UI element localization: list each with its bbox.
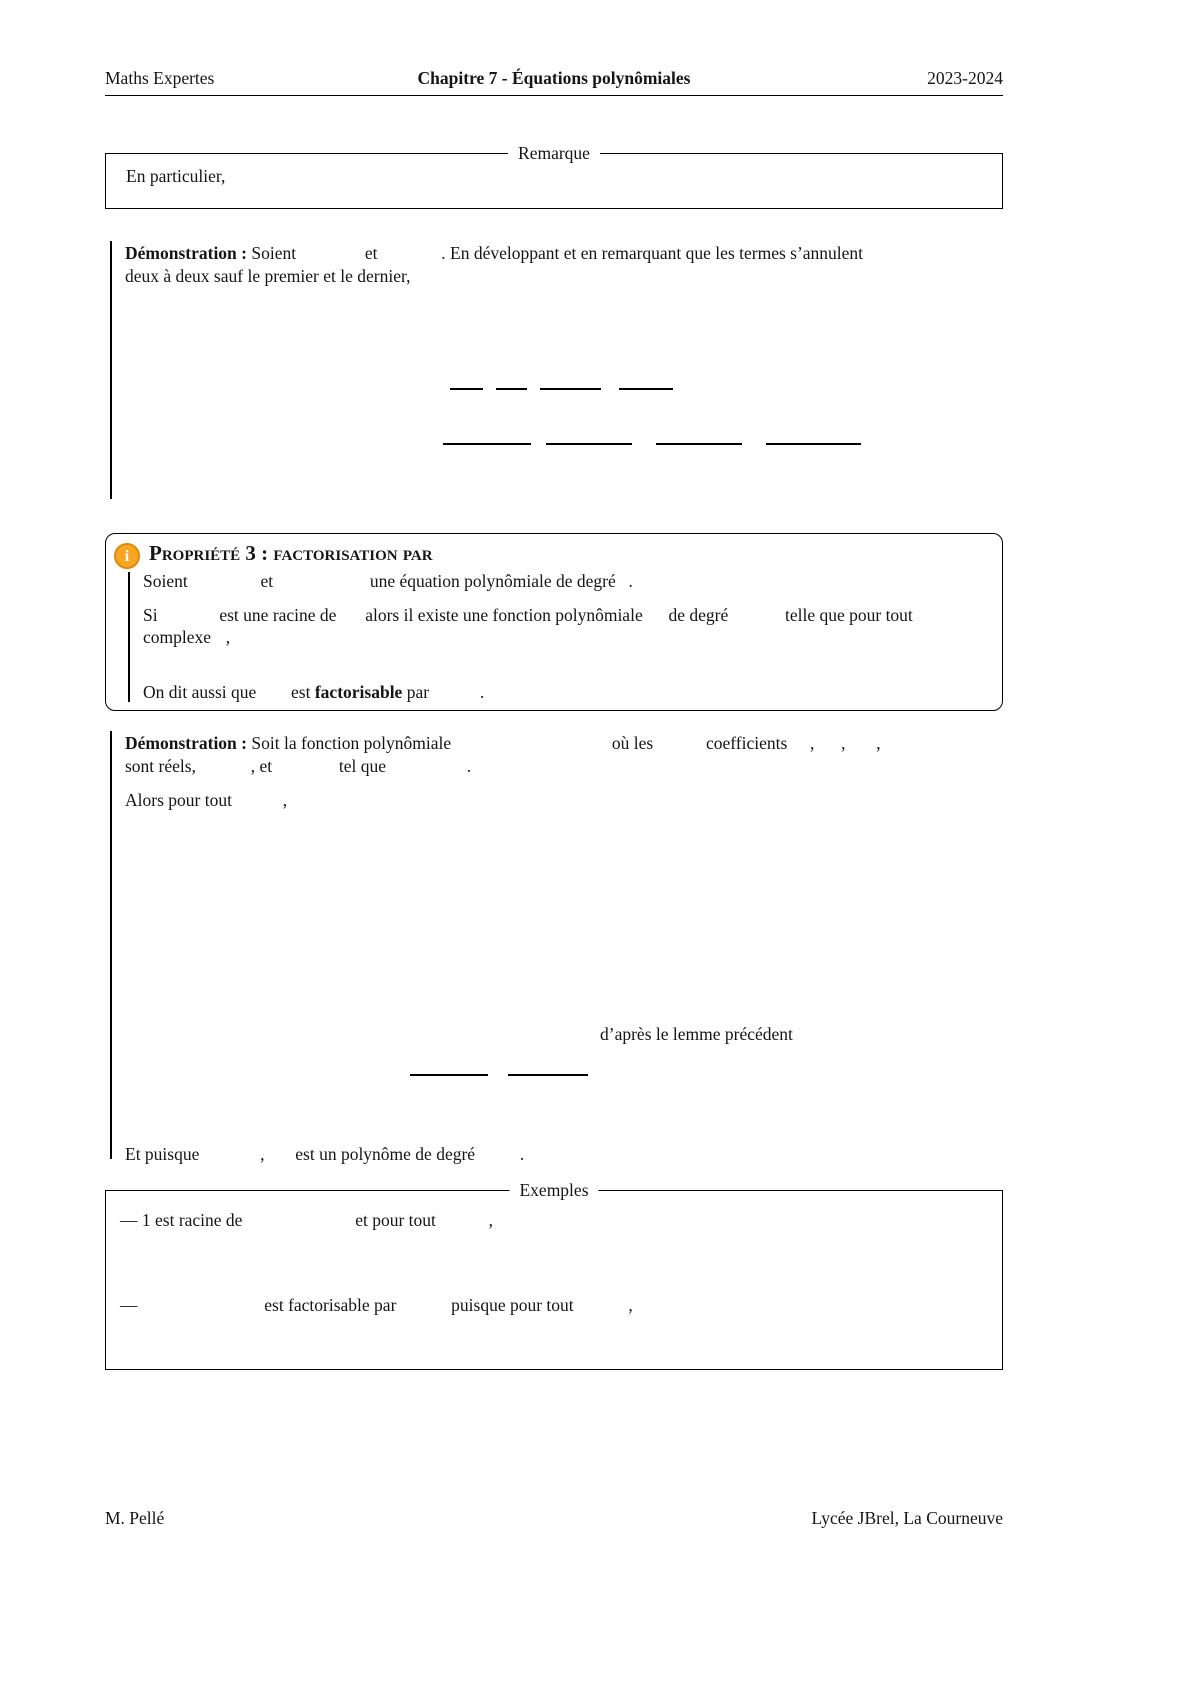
propriete-text: telle que pour tout	[784, 605, 913, 625]
demo1-text-1: Soient	[251, 243, 297, 263]
propriete-text: complexe	[143, 627, 212, 647]
demo2-text: Et puisque	[125, 1144, 200, 1164]
propriete-text: est	[291, 682, 311, 702]
exemple-text: et pour tout	[355, 1210, 436, 1230]
propriete-line4	[143, 682, 484, 703]
demo2-lemma-note: d’après le lemme précédent	[600, 1024, 793, 1044]
fraction-bar	[508, 1074, 588, 1076]
demo2-line4	[125, 1144, 524, 1165]
exemples-box	[105, 1180, 1003, 1370]
fraction-bar	[619, 388, 673, 390]
propriete-text-bold: factorisable	[314, 682, 403, 702]
demo1-line1	[125, 243, 863, 264]
footer-school: Lycée JBrel, La Courneuve	[811, 1508, 1003, 1528]
remarque-box	[105, 143, 1003, 209]
exemple-text: puisque pour tout	[451, 1295, 574, 1315]
propriete-line3	[143, 627, 230, 648]
propriete-text: est une racine de	[219, 605, 337, 625]
header-left: Maths Expertes	[105, 68, 215, 88]
fraction-bar	[656, 443, 742, 445]
demo2-text: ,	[282, 790, 288, 810]
demo2-text: ,	[260, 1144, 265, 1164]
bullet-dash: —	[120, 1295, 138, 1315]
propriete-text: par	[406, 682, 430, 702]
exemples-item-2	[120, 1295, 633, 1316]
remarque-text: En particulier,	[126, 166, 226, 186]
header-rule	[105, 95, 1003, 96]
fraction-bar	[540, 388, 601, 390]
demo2-line2	[125, 756, 471, 777]
demo2-text: .	[519, 1144, 525, 1164]
demo1-label: Démonstration :	[125, 243, 247, 263]
demo1-text-2: et	[364, 243, 378, 263]
remarque-box-title: Remarque	[508, 143, 600, 164]
header-title: Chapitre 7 - Équations polynômiales	[417, 68, 691, 88]
exemple-text: ,	[628, 1295, 633, 1315]
exemples-box-title: Exemples	[509, 1180, 598, 1201]
demo2-text: coefficients	[705, 733, 788, 753]
demo2-text: ,	[876, 733, 881, 753]
propriete-title: Propriété 3 : factorisation par	[149, 541, 433, 565]
propriete-text: ,	[225, 627, 231, 647]
exemple-text: ,	[488, 1210, 494, 1230]
propriete-line2	[143, 605, 913, 626]
header-right-date: 2023-2024	[927, 68, 1003, 88]
fraction-bar	[766, 443, 861, 445]
demo2-line3	[125, 790, 287, 811]
propriete-text: .	[479, 682, 485, 702]
fraction-bar	[450, 388, 483, 390]
propriete-text: On dit aussi que	[143, 682, 257, 702]
demo1-text-3: . En développant et en remarquant que les termes s’annulent	[441, 243, 864, 263]
fraction-bar	[443, 443, 531, 445]
fraction-bar	[546, 443, 632, 445]
info-icon: i	[114, 543, 140, 569]
demo1-line2: deux à deux sauf le premier et le dernier,	[125, 266, 411, 286]
demo2-left-rule	[110, 731, 112, 1159]
demo2-text: sont réels,	[125, 756, 196, 776]
demo2-text: .	[466, 756, 472, 776]
fraction-bar	[410, 1074, 488, 1076]
propriete-text: Si	[143, 605, 158, 625]
propriete-text: .	[628, 571, 633, 591]
demo2-text: où les	[611, 733, 654, 753]
demo2-text: tel que	[338, 756, 386, 776]
propriete-inner-rule	[128, 572, 130, 702]
demo2-text: est un polynôme de degré	[295, 1144, 476, 1164]
demo1-left-rule	[110, 241, 112, 499]
demo2-text: ,	[841, 733, 846, 753]
propriete-text: de degré	[668, 605, 729, 625]
propriete-text: une équation polynômiale de degré	[369, 571, 616, 591]
propriete-text: Soient	[143, 571, 188, 591]
demo2-text: Soit la fonction polynômiale	[251, 733, 452, 753]
fraction-bar	[496, 388, 527, 390]
demo2-text: ,	[810, 733, 815, 753]
propriete-text: et	[260, 571, 274, 591]
exemples-item-1	[120, 1210, 493, 1231]
demo2-line1	[125, 733, 881, 754]
footer-author: M. Pellé	[105, 1508, 165, 1528]
exemple-text: 1 est racine de	[141, 1210, 243, 1230]
exemple-text: est factorisable par	[264, 1295, 397, 1315]
demo2-text: , et	[250, 756, 273, 776]
propriete-line1	[143, 571, 633, 592]
bullet-dash: —	[120, 1210, 138, 1230]
demo2-text: Alors pour tout	[125, 790, 232, 810]
propriete-text: alors il existe une fonction polynômiale	[365, 605, 643, 625]
demo2-label: Démonstration :	[125, 733, 247, 753]
